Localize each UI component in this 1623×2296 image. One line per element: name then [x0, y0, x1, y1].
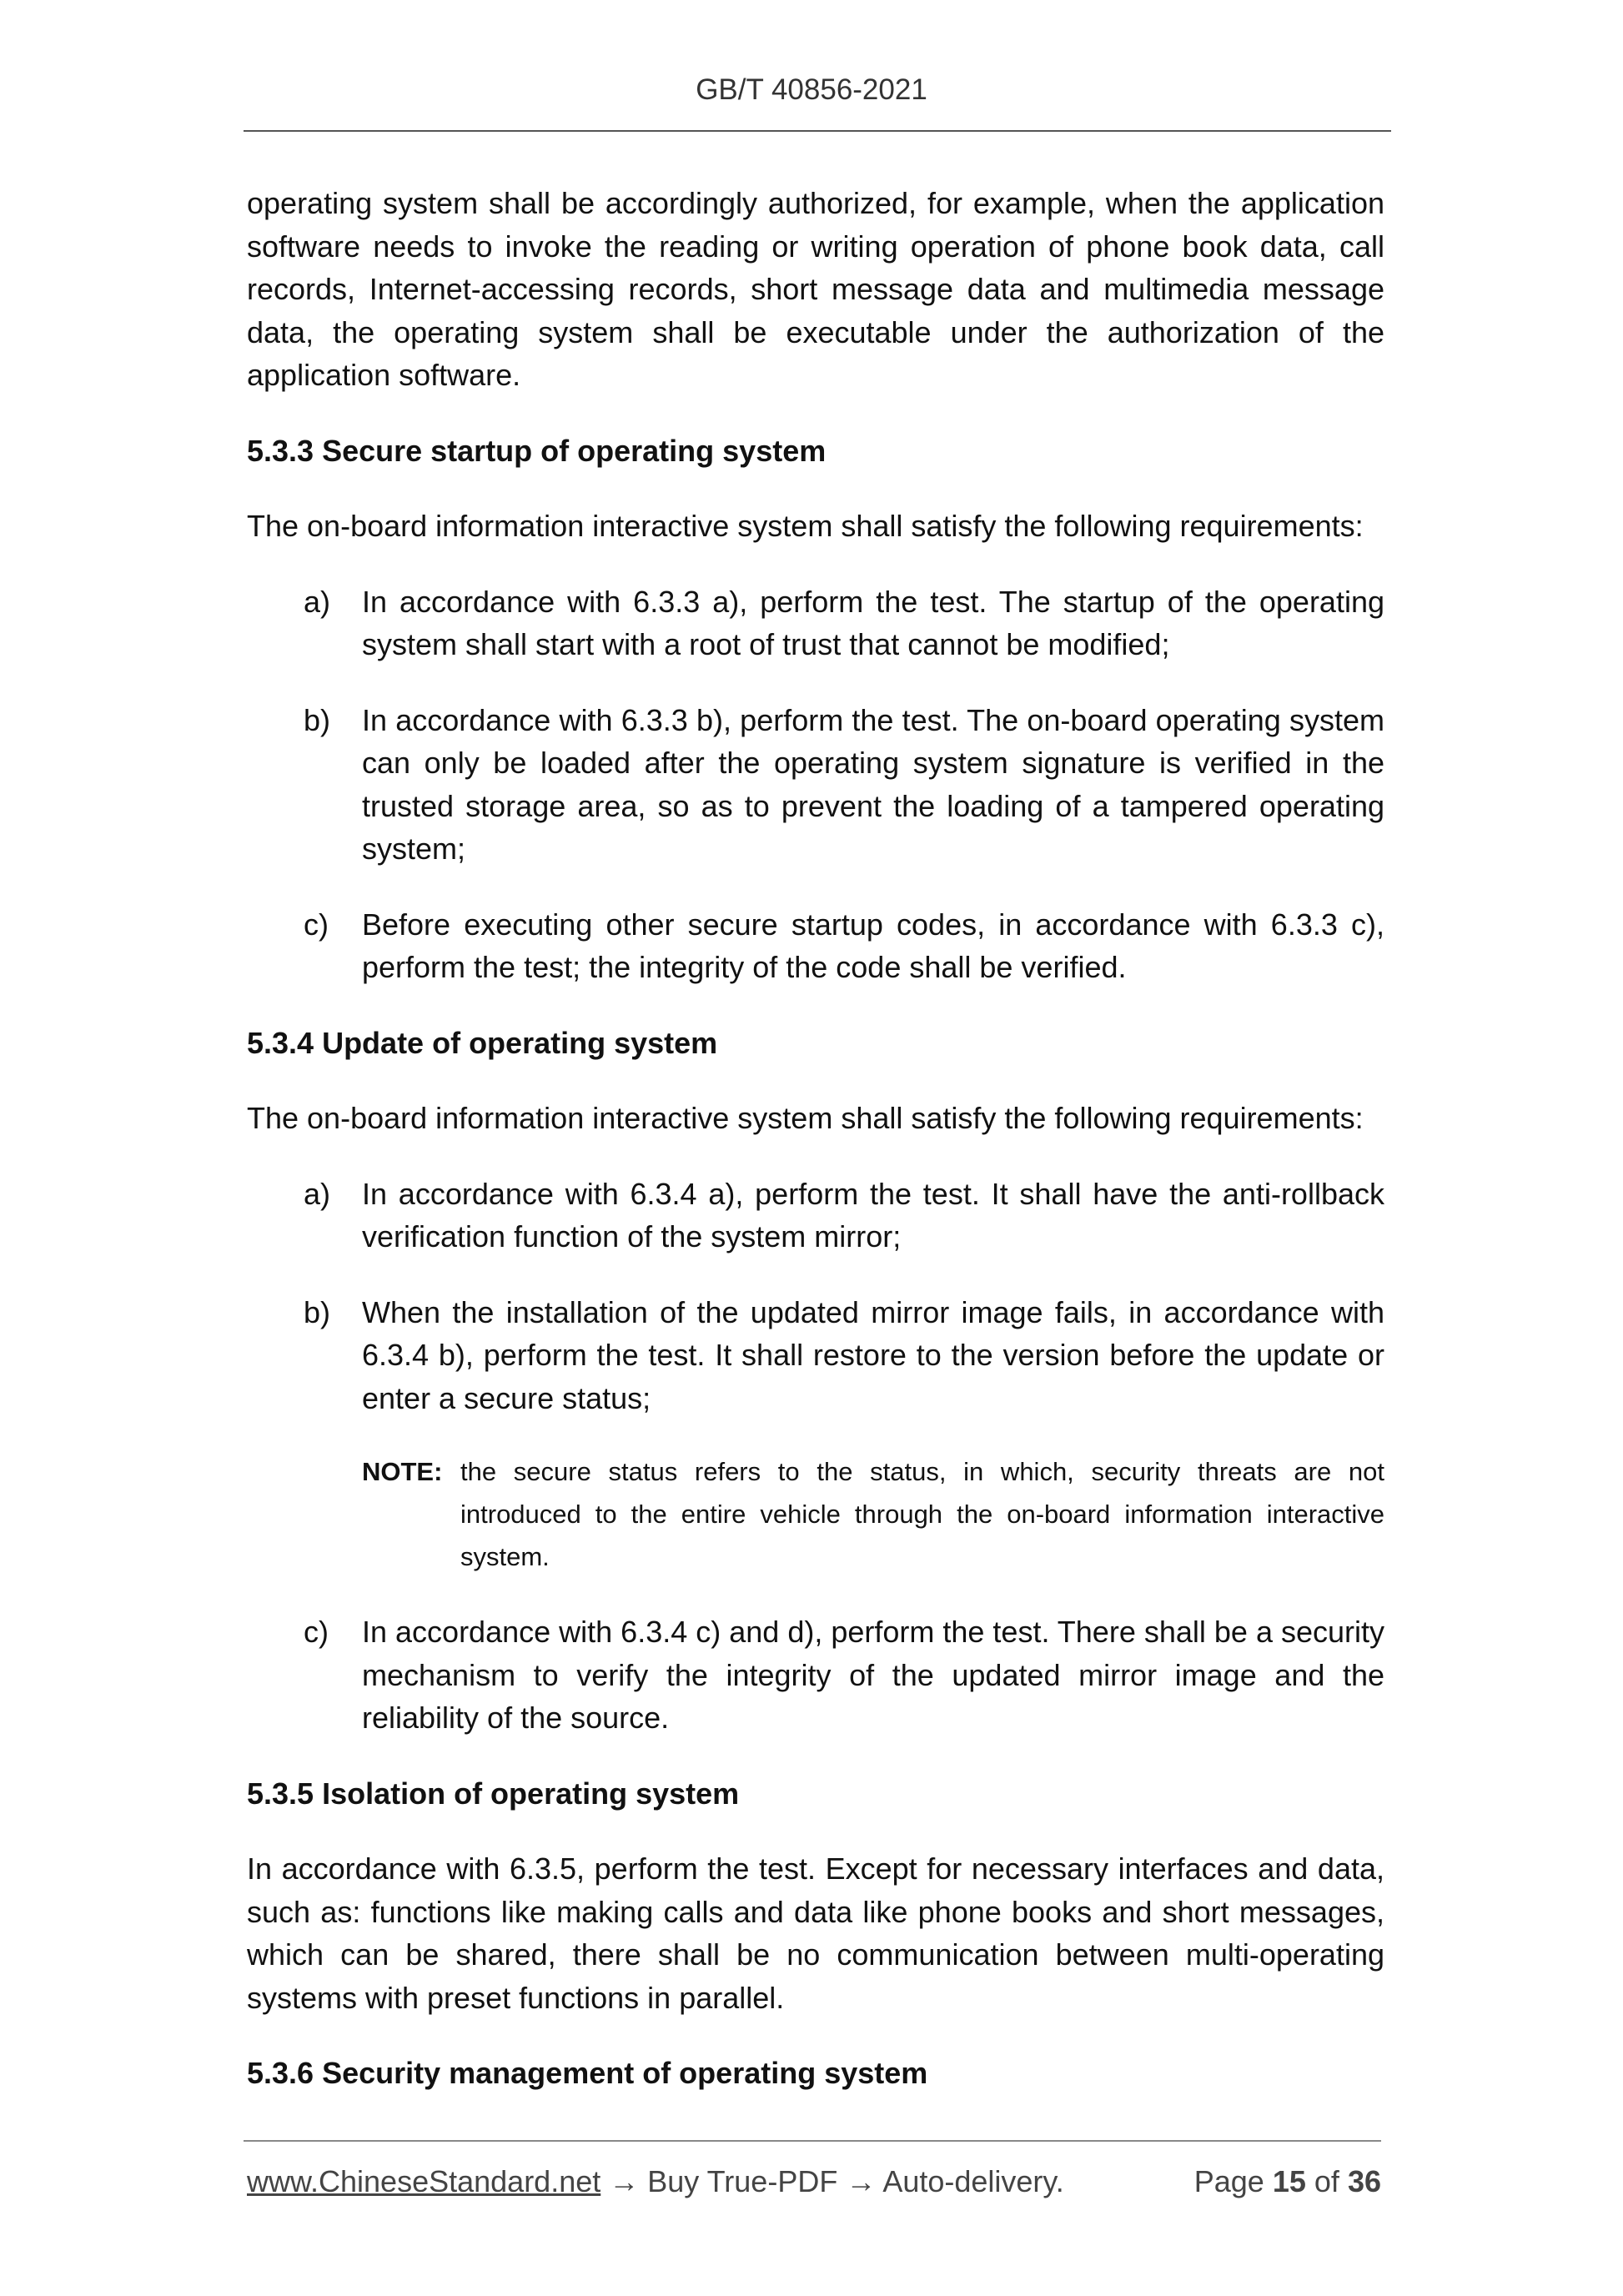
list-item — [247, 903, 1384, 989]
page-content — [247, 182, 1384, 2128]
list-item-text: In accordance with 6.3.3 b), perform the test. The on-board operating system can only be loaded after the operating system signature is verified in the trusted storage area, so as to prevent the loading of a tampered operating system; — [362, 702, 1384, 866]
section-heading-5-3-4: 5.3.4 Update of operating system — [247, 1025, 718, 1060]
list-item — [247, 1173, 1384, 1259]
section-heading-5-3-3: 5.3.3 Secure startup of operating system — [247, 433, 827, 468]
list-item-text: In accordance with 6.3.4 a), perform the test. It shall have the anti-rollback verification function of the system mirror; — [362, 1176, 1384, 1254]
requirements-list-5-3-3 — [247, 580, 1384, 989]
page-number — [1194, 2164, 1381, 2199]
list-item-text: Before executing other secure startup codes, in accordance with 6.3.3 c), perform the test; the integrity of the code shall be verified. — [362, 907, 1384, 984]
note-text: the secure status refers to the status, in which, security threats are not introduced to the entire vehicle through the on-board information interactive system. — [460, 1457, 1384, 1571]
list-marker: c) — [304, 1615, 329, 1649]
list-item — [247, 1610, 1384, 1740]
list-marker: a) — [304, 584, 331, 619]
section-paragraph-5-3-5: In accordance with 6.3.5, perform the test. Except for necessary interfaces and data, such as: functions like making calls and data like phone books and short messages, which can be shared, there shall be no communication between multi-operating systems with preset functions in parallel. — [247, 1851, 1384, 2015]
document-footer — [247, 2164, 1381, 2199]
note-label: NOTE: — [362, 1457, 443, 1486]
section-lead-5-3-3: The on-board information interactive system shall satisfy the following requirements: — [247, 509, 1364, 543]
list-item — [247, 580, 1384, 666]
list-item — [247, 1291, 1384, 1420]
header-divider — [244, 130, 1391, 132]
list-item-text: When the installation of the updated mirror image fails, in accordance with 6.3.4 b), perform the test. It shall restore to the version before the update or enter a secure status; — [362, 1294, 1384, 1415]
total-pages: 36 — [1347, 2164, 1381, 2198]
website-link[interactable]: www.ChineseStandard.net — [247, 2164, 601, 2198]
list-item-text: In accordance with 6.3.4 c) and d), perform the test. There shall be a security mechanism to verify the integrity of the updated mirror image and the reliability of the source. — [362, 1615, 1384, 1735]
list-item — [247, 699, 1384, 871]
requirements-list-5-3-4 — [247, 1173, 1384, 1740]
intro-paragraph: operating system shall be accordingly authorized, for example, when the application software needs to invoke the reading or writing operation of phone book data, call records, Internet-accessing records, short message data and multimedia message data, the operating system shall be executable under the authorization of the application software. — [247, 186, 1384, 392]
list-marker: b) — [304, 1294, 331, 1329]
list-marker: a) — [304, 1176, 331, 1211]
of-word: of — [1314, 2164, 1339, 2198]
footer-tagline: → Buy True-PDF → Auto-delivery. — [600, 2164, 1064, 2198]
section-heading-5-3-6: 5.3.6 Security management of operating system — [247, 2056, 928, 2090]
list-marker: b) — [304, 702, 331, 737]
note-block — [362, 1450, 1384, 1578]
section-lead-5-3-4: The on-board information interactive system shall satisfy the following requirements: — [247, 1101, 1364, 1135]
current-page: 15 — [1272, 2164, 1306, 2198]
page-word: Page — [1193, 2164, 1264, 2198]
document-header: GB/T 40856-2021 — [696, 73, 927, 106]
footer-divider — [244, 2140, 1381, 2142]
list-marker: c) — [304, 907, 329, 942]
list-item-text: In accordance with 6.3.3 a), perform the test. The startup of the operating system shall start with a root of trust that cannot be modified; — [362, 584, 1384, 661]
section-heading-5-3-5: 5.3.5 Isolation of operating system — [247, 1776, 740, 1811]
